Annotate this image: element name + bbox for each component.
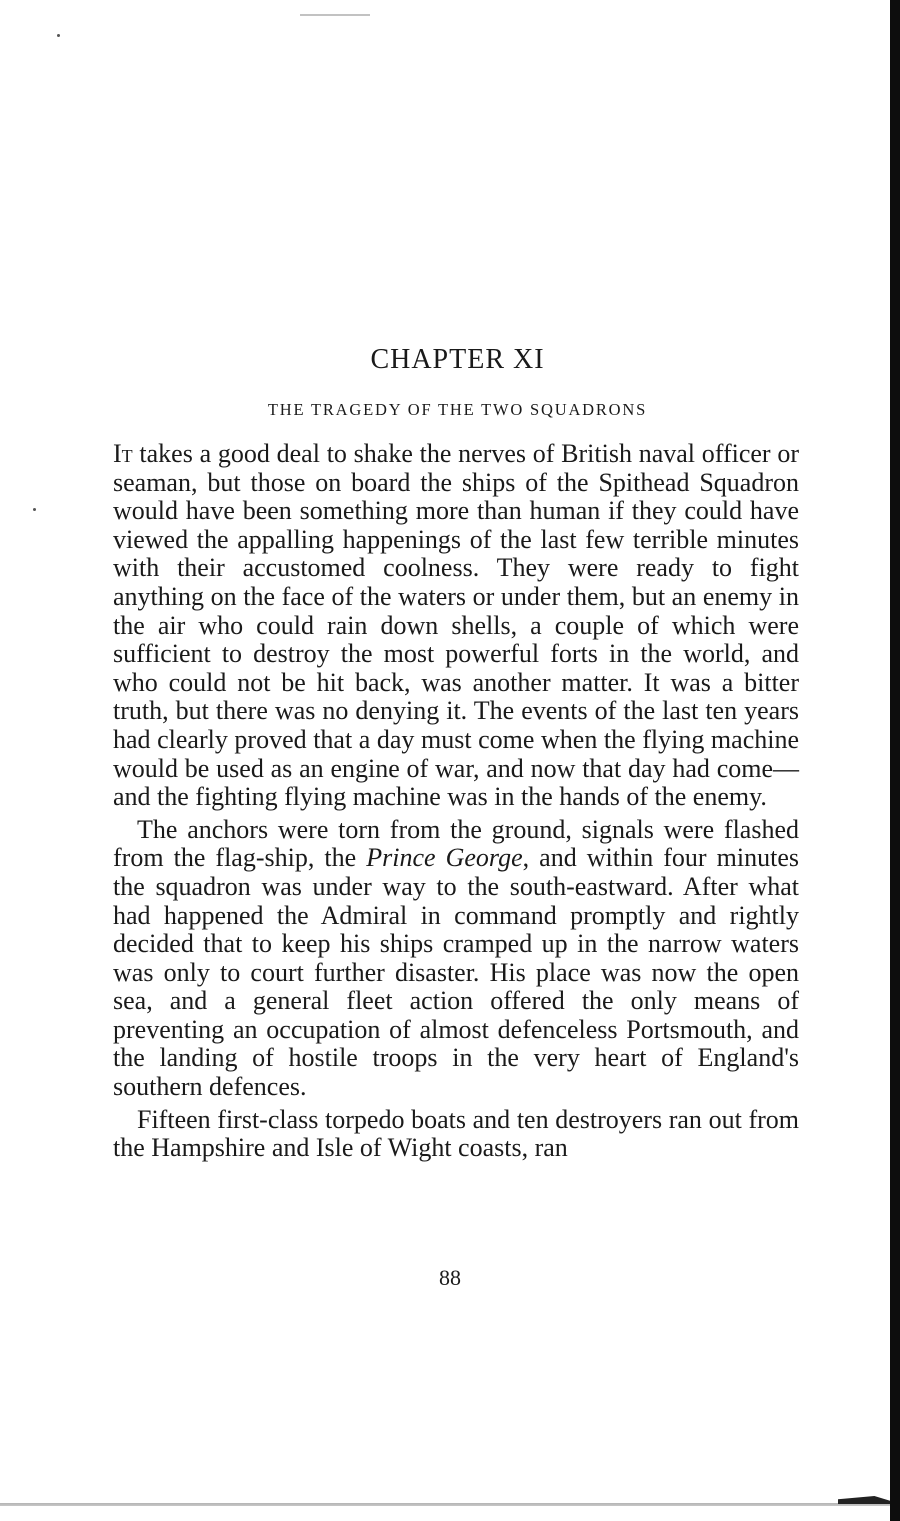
scan-border: [890, 0, 900, 1521]
chapter-subtitle: THE TRAGEDY OF THE TWO SQUADRONS: [267, 400, 648, 419]
paragraph-2: [113, 816, 799, 1102]
scan-speck: [33, 508, 36, 511]
paragraph-3: [113, 1106, 799, 1163]
ship-name: Prince George: [366, 843, 523, 873]
paragraph-1-text: takes a good deal to shake the nerves of British naval officer or seaman, but those on board the ships of the Spithead Squadron would have been something more than human if they could have viewed the appalling happenings of the last few terrible minutes with their accustomed coolness. They were ready to fight anything on the face of the waters or under them, but an enemy in the air who could rain down shells, a couple of which were sufficient to destroy the most powerful forts in the world, and who could not be hit back, was another matter. It was a bitter truth, but there was no denying it. The events of the last ten years had clearly proved that a day must come when the flying machine would be used as an engine of war, and now that day had come—and the fighting flying machine was in the hands of the enemy.: [113, 439, 799, 812]
scan-artifact-top: [300, 14, 370, 16]
scan-artifact-mark: [838, 1496, 890, 1504]
paragraph-2-after: , and within four minutes the squadron was under way to the south-eastward. After what had happened the Admiral in command promptly and rightly decided that to keep his ships cramped up in the narrow waters was only to court further disaster. His place was now the open sea, and a general fleet action offered the only means of preventing an occupation of almost defenceless Portsmouth, and the landing of hostile troops in the very heart of England's southern defences.: [113, 843, 799, 1102]
paragraph-1: [113, 440, 799, 812]
page-number: 88: [439, 1265, 461, 1290]
body-text: [113, 440, 799, 1167]
paragraph-2-before: The anchors were torn from the ground, signals were flashed from the flag-ship, the: [113, 814, 799, 873]
dropcap-word: It: [113, 439, 133, 468]
chapter-title: CHAPTER XI: [370, 344, 545, 375]
paragraph-3-text: Fifteen first-class torpedo boats and ten destroyers ran out from the Hampshire and Isle of Wight coasts, ran: [113, 1104, 799, 1163]
scan-artifact-bottom: [0, 1500, 890, 1510]
scan-speck: [57, 34, 60, 37]
